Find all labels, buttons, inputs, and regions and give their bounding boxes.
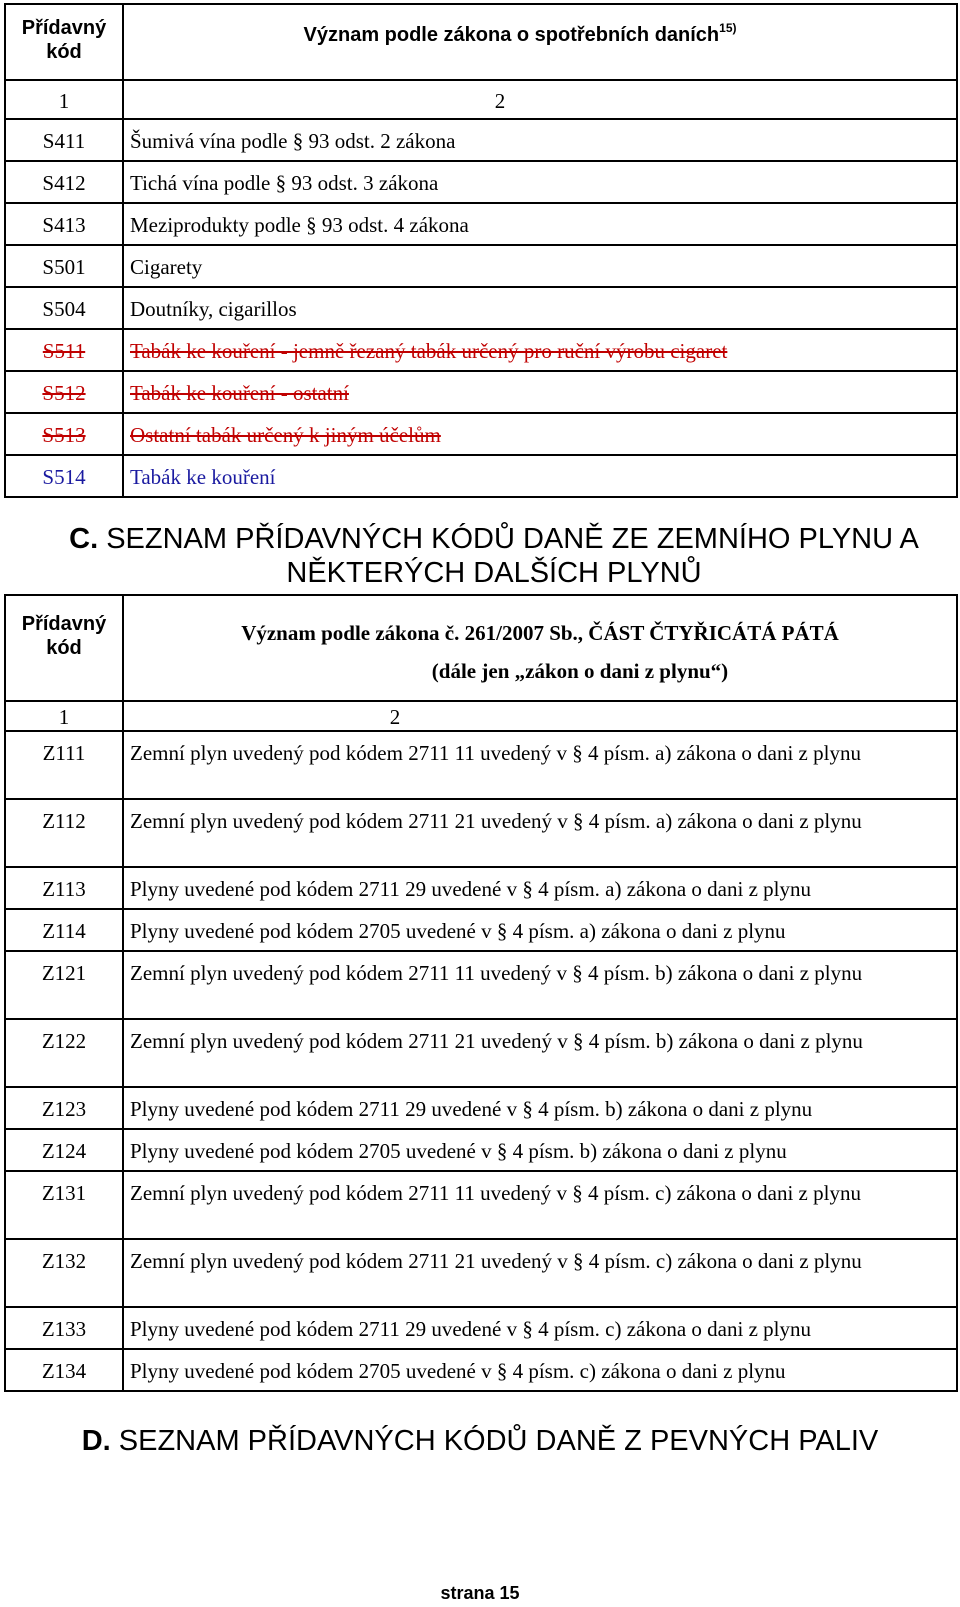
row-code: Z111 bbox=[5, 731, 123, 799]
row-meaning: Zemní plyn uvedený pod kódem 2711 21 uvedený v § 4 písm. b) zákona o dani z plynu bbox=[123, 1019, 957, 1087]
row-meaning: Plyny uvedené pod kódem 2705 uvedené v § 4 písm. c) zákona o dani z plynu bbox=[123, 1349, 957, 1391]
row-meaning: Plyny uvedené pod kódem 2711 29 uvedené v § 4 písm. a) zákona o dani z plynu bbox=[123, 867, 957, 909]
row-meaning: Plyny uvedené pod kódem 2711 29 uvedené v § 4 písm. c) zákona o dani z plynu bbox=[123, 1307, 957, 1349]
column-number-2: 2 bbox=[123, 80, 957, 119]
row-code: S413 bbox=[5, 203, 123, 245]
row-meaning: Meziprodukty podle § 93 odst. 4 zákona bbox=[123, 203, 957, 245]
page-number: strana 15 bbox=[440, 1583, 520, 1603]
section-c-letter: C. bbox=[69, 523, 99, 555]
column-number-1: 1 bbox=[5, 701, 123, 731]
header-code-label: Přídavný kód bbox=[21, 613, 107, 659]
table-row bbox=[5, 909, 957, 951]
row-meaning: Plyny uvedené pod kódem 2705 uvedené v § 4 písm. a) zákona o dani z plynu bbox=[123, 909, 957, 951]
table-row bbox=[5, 245, 957, 287]
table-header-row bbox=[5, 4, 957, 80]
row-code: Z112 bbox=[5, 799, 123, 867]
row-meaning: Šumivá vína podle § 93 odst. 2 zákona bbox=[123, 119, 957, 161]
column-number-1: 1 bbox=[5, 80, 123, 119]
row-code: S412 bbox=[5, 161, 123, 203]
row-code: Z114 bbox=[5, 909, 123, 951]
table-row bbox=[5, 799, 957, 867]
row-code: S411 bbox=[5, 119, 123, 161]
row-meaning: Tabák ke kouření - jemně řezaný tabák určený pro ruční výrobu cigaret bbox=[123, 329, 957, 371]
table-row bbox=[5, 161, 957, 203]
header-code-label: Přídavný kód bbox=[21, 17, 107, 63]
table-header-row bbox=[5, 595, 957, 701]
row-code: S501 bbox=[5, 245, 123, 287]
row-code: Z124 bbox=[5, 1129, 123, 1171]
row-meaning: Doutníky, cigarillos bbox=[123, 287, 957, 329]
row-meaning: Plyny uvedené pod kódem 2705 uvedené v § 4 písm. b) zákona o dani z plynu bbox=[123, 1129, 957, 1171]
section-d-heading bbox=[0, 1424, 960, 1458]
table-row bbox=[5, 329, 957, 371]
row-code: S513 bbox=[5, 413, 123, 455]
column-number-2: 2 bbox=[123, 701, 957, 731]
row-code: Z123 bbox=[5, 1087, 123, 1129]
row-code: S511 bbox=[5, 329, 123, 371]
table-row bbox=[5, 1307, 957, 1349]
table-row bbox=[5, 951, 957, 1019]
table-row bbox=[5, 455, 957, 497]
row-meaning: Ostatní tabák určený k jiným účelům bbox=[123, 413, 957, 455]
header-meaning-label: Význam podle zákona o spotřebních daních bbox=[303, 24, 720, 46]
table-row bbox=[5, 119, 957, 161]
table-row bbox=[5, 371, 957, 413]
row-code: Z134 bbox=[5, 1349, 123, 1391]
column-number-row bbox=[5, 701, 957, 731]
footnote-ref: 15) bbox=[719, 21, 737, 35]
row-code: Z132 bbox=[5, 1239, 123, 1307]
row-code: S512 bbox=[5, 371, 123, 413]
row-code: Z131 bbox=[5, 1171, 123, 1239]
table-row bbox=[5, 1129, 957, 1171]
table-row bbox=[5, 1087, 957, 1129]
section-c-title: SEZNAM PŘÍDAVNÝCH KÓDŮ DANĚ ZE ZEMNÍHO PLYNU A NĚKTERÝCH DALŠÍCH PLYNŮ bbox=[106, 523, 919, 589]
row-meaning: Tichá vína podle § 93 odst. 3 zákona bbox=[123, 161, 957, 203]
header-code bbox=[5, 595, 123, 701]
table-row bbox=[5, 287, 957, 329]
row-code: Z122 bbox=[5, 1019, 123, 1087]
header-meaning bbox=[123, 4, 957, 80]
gas-codes-table bbox=[4, 594, 958, 1392]
row-code: S504 bbox=[5, 287, 123, 329]
header-meaning-line1: Význam podle zákona č. 261/2007 Sb., ČÁST ČTYŘICÁTÁ PÁTÁ bbox=[241, 621, 839, 645]
table-row bbox=[5, 1171, 957, 1239]
table-row bbox=[5, 1239, 957, 1307]
row-meaning: Zemní plyn uvedený pod kódem 2711 11 uvedený v § 4 písm. b) zákona o dani z plynu bbox=[123, 951, 957, 1019]
row-code: S514 bbox=[5, 455, 123, 497]
row-meaning: Zemní plyn uvedený pod kódem 2711 11 uvedený v § 4 písm. c) zákona o dani z plynu bbox=[123, 1171, 957, 1239]
section-d-title: SEZNAM PŘÍDAVNÝCH KÓDŮ DANĚ Z PEVNÝCH PALIV bbox=[118, 1425, 879, 1457]
table-row bbox=[5, 1349, 957, 1391]
table-row bbox=[5, 731, 957, 799]
row-meaning: Tabák ke kouření bbox=[123, 455, 957, 497]
section-d-letter: D. bbox=[81, 1425, 111, 1457]
section-c-heading bbox=[0, 522, 960, 590]
header-code bbox=[5, 4, 123, 80]
header-meaning bbox=[123, 595, 957, 701]
row-meaning: Cigarety bbox=[123, 245, 957, 287]
row-code: Z121 bbox=[5, 951, 123, 1019]
table-row bbox=[5, 867, 957, 909]
row-meaning: Zemní plyn uvedený pod kódem 2711 21 uvedený v § 4 písm. c) zákona o dani z plynu bbox=[123, 1239, 957, 1307]
excise-codes-table bbox=[4, 3, 958, 498]
row-meaning: Tabák ke kouření - ostatní bbox=[123, 371, 957, 413]
row-meaning: Plyny uvedené pod kódem 2711 29 uvedené v § 4 písm. b) zákona o dani z plynu bbox=[123, 1087, 957, 1129]
row-code: Z113 bbox=[5, 867, 123, 909]
row-meaning: Zemní plyn uvedený pod kódem 2711 11 uvedený v § 4 písm. a) zákona o dani z plynu bbox=[123, 731, 957, 799]
table-row bbox=[5, 413, 957, 455]
row-code: Z133 bbox=[5, 1307, 123, 1349]
column-number-row bbox=[5, 80, 957, 119]
header-meaning-line2: (dále jen „zákon o dani z plynu“) bbox=[431, 659, 729, 683]
table-row bbox=[5, 203, 957, 245]
row-meaning: Zemní plyn uvedený pod kódem 2711 21 uvedený v § 4 písm. a) zákona o dani z plynu bbox=[123, 799, 957, 867]
table-row bbox=[5, 1019, 957, 1087]
